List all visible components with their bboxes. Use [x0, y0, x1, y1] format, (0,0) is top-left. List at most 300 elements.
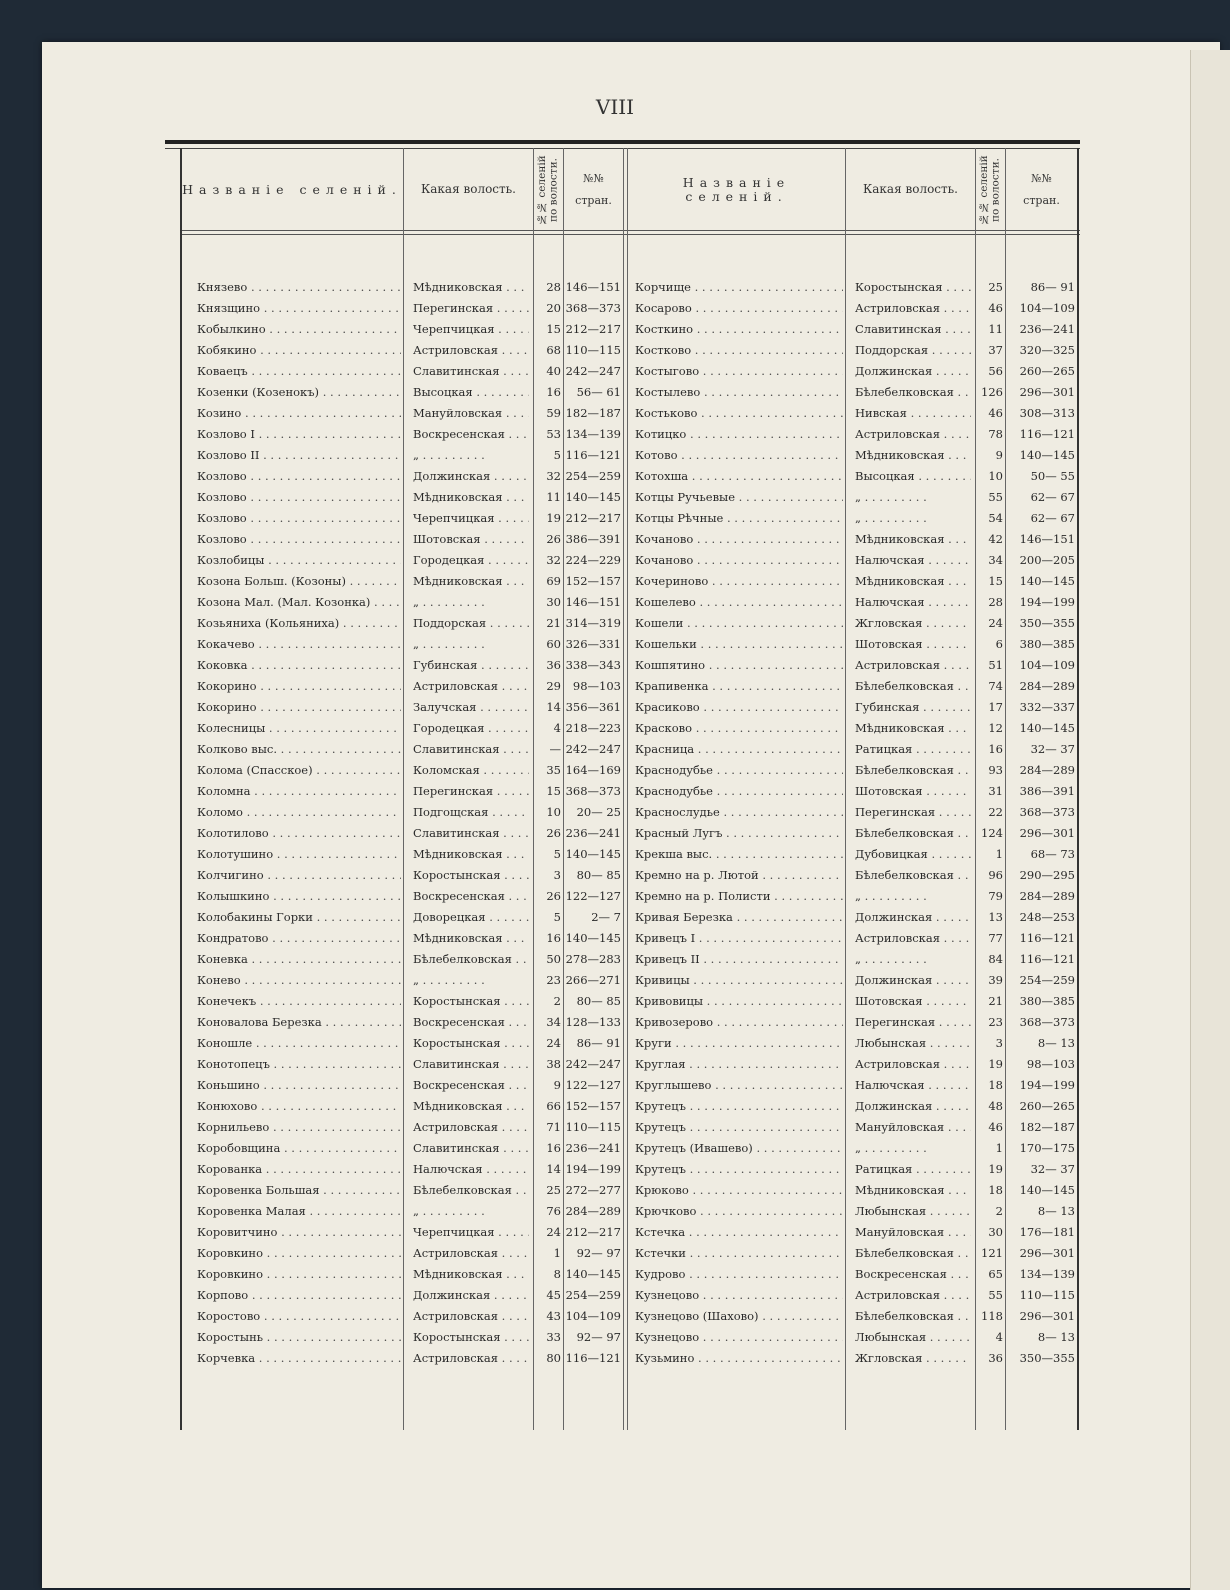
volost-name: Жгловская . . .: [855, 616, 971, 630]
page-range: 146—151: [565, 280, 621, 294]
volost-name: Ратицкая . . .: [855, 742, 971, 756]
page-range: 194—199: [1019, 595, 1075, 609]
table-row: [165, 826, 1080, 847]
page-range: 116—121: [565, 448, 621, 462]
settlement-number: 23: [546, 973, 561, 987]
volost-name: Славитинская . . .: [413, 1057, 529, 1071]
volost-name: Налючская . . .: [855, 553, 971, 567]
settlement-number: 1: [995, 847, 1003, 861]
settlement-name: Князево . . .: [197, 280, 401, 294]
page-range: 224—229: [565, 553, 621, 567]
table-row: [165, 973, 1080, 994]
table-row: [165, 1288, 1080, 1309]
table-row: [165, 889, 1080, 910]
page-range: 278—283: [565, 952, 621, 966]
settlement-number: 35: [546, 763, 561, 777]
volost-name: Любынская . . .: [855, 1036, 971, 1050]
settlement-number: 3: [553, 868, 561, 882]
page-range: 140—145: [565, 931, 621, 945]
table-row: [165, 406, 1080, 427]
page-range: 212—217: [565, 511, 621, 525]
settlement-name: Кстечки . . .: [635, 1246, 843, 1260]
table-row: [165, 1267, 1080, 1288]
table-row: [165, 700, 1080, 721]
settlement-number: 30: [988, 1225, 1003, 1239]
page-range: 380—385: [1019, 637, 1075, 651]
header-rule: [180, 230, 1080, 231]
page-range: 290—295: [1019, 868, 1075, 882]
volost-name: Славитинская . . .: [413, 826, 529, 840]
volost-name: Высоцкая . . .: [855, 469, 971, 483]
settlement-number: 126: [981, 385, 1003, 399]
page-range: 104—109: [565, 1309, 621, 1323]
volost-name: Городецкая . . .: [413, 553, 529, 567]
settlement-name: Красково . . .: [635, 721, 843, 735]
settlement-number: 32: [546, 469, 561, 483]
page-range: 308—313: [1019, 406, 1075, 420]
table-row: [165, 1309, 1080, 1330]
page-range: 284—289: [1019, 763, 1075, 777]
settlement-number: 59: [546, 406, 561, 420]
page-range: 254—259: [565, 469, 621, 483]
page-range: 242—247: [565, 1057, 621, 1071]
page-range: 260—265: [1019, 1099, 1075, 1113]
settlement-number: 56: [988, 364, 1003, 378]
settlement-name: Кузьмино . . .: [635, 1351, 843, 1365]
volost-name: Бѣлебелковская . . .: [855, 1309, 971, 1323]
volost-name: Губинская . . .: [855, 700, 971, 714]
settlement-name: Крюково . . .: [635, 1183, 843, 1197]
volost-name: Любынская . . .: [855, 1204, 971, 1218]
settlement-name: Коновалова Березка . . .: [197, 1015, 401, 1029]
settlement-number: 68: [546, 343, 561, 357]
page-range: 128—133: [565, 1015, 621, 1029]
settlement-name: Кочериново . . .: [635, 574, 843, 588]
settlement-number: 23: [988, 1015, 1003, 1029]
page-range: 140—145: [1019, 448, 1075, 462]
settlement-number: 32: [546, 553, 561, 567]
settlement-number: 9: [553, 1078, 561, 1092]
page-range: 194—199: [1019, 1078, 1075, 1092]
table-row: [165, 1162, 1080, 1183]
page-range: 32— 37: [1030, 742, 1075, 756]
settlement-name: Коневка . . .: [197, 952, 401, 966]
settlement-number: 24: [546, 1036, 561, 1050]
settlement-number: 26: [546, 532, 561, 546]
volost-name: Шотовская . . .: [855, 784, 971, 798]
settlement-name: Князщино . . .: [197, 301, 401, 315]
settlement-number: 78: [988, 427, 1003, 441]
volost-name: Налючская . . .: [413, 1162, 529, 1176]
page-range: 200—205: [1019, 553, 1075, 567]
settlement-name: Коломна . . .: [197, 784, 401, 798]
table-row: [165, 280, 1080, 301]
settlement-number: 124: [981, 826, 1003, 840]
page-range: 260—265: [1019, 364, 1075, 378]
page-range: 110—115: [1019, 1288, 1075, 1302]
volost-name: Коростынская . . .: [413, 994, 529, 1008]
table-row: [165, 1225, 1080, 1246]
settlement-number: 46: [988, 301, 1003, 315]
volost-name: Должинская . . .: [855, 910, 971, 924]
table-row: [165, 658, 1080, 679]
next-page-edge: [1190, 50, 1230, 1590]
settlement-number: 26: [546, 889, 561, 903]
table-row: [165, 805, 1080, 826]
volost-name: Должинская . . .: [855, 364, 971, 378]
settlement-name: Кокорино . . .: [197, 700, 401, 714]
volost-name: Астриловская . . .: [413, 1309, 529, 1323]
settlement-name: Коломо . . .: [197, 805, 401, 819]
settlement-number: 50: [546, 952, 561, 966]
header-num-right: №№ селеній по волости.: [977, 155, 1002, 225]
settlement-index-table: [165, 140, 1080, 1430]
settlement-name: Костылево . . .: [635, 385, 843, 399]
settlement-number: 19: [546, 511, 561, 525]
page-range: 92— 97: [576, 1330, 621, 1344]
page-range: 368—373: [1019, 1015, 1075, 1029]
volost-name: Мануйловская . . .: [855, 1120, 971, 1134]
volost-name: Бѣлебелковская . . .: [855, 1246, 971, 1260]
volost-name: Мѣдниковская . . .: [413, 1267, 529, 1281]
settlement-number: 14: [546, 1162, 561, 1176]
settlement-name: Конотопецъ . . .: [197, 1057, 401, 1071]
volost-name: Перегинская . . .: [413, 301, 529, 315]
volost-name: „ . . .: [855, 952, 971, 966]
settlement-name: Косарово . . .: [635, 301, 843, 315]
volost-name: Бѣлебелковская . . .: [855, 385, 971, 399]
settlement-name: Кондратово . . .: [197, 931, 401, 945]
volost-name: Мѣдниковская . . .: [413, 847, 529, 861]
settlement-number: 5: [553, 910, 561, 924]
table-row: [165, 511, 1080, 532]
page-range: 140—145: [1019, 1183, 1075, 1197]
page-range: 314—319: [565, 616, 621, 630]
page-number: VIII: [595, 95, 635, 119]
volost-name: Мѣдниковская . . .: [855, 721, 971, 735]
header-volost-right: Какая волость.: [862, 182, 958, 197]
settlement-number: 74: [988, 679, 1003, 693]
settlement-name: Котохша . . .: [635, 469, 843, 483]
settlement-number: 2: [995, 1204, 1003, 1218]
volost-name: Коростынская . . .: [413, 1036, 529, 1050]
page-range: 254—259: [1019, 973, 1075, 987]
page-range: 68— 73: [1030, 847, 1075, 861]
settlement-number: 51: [988, 658, 1003, 672]
settlement-number: 54: [988, 511, 1003, 525]
settlement-name: Колобакины Горки . . .: [197, 910, 401, 924]
settlement-number: 39: [988, 973, 1003, 987]
volost-name: Мануйловская . . .: [855, 1225, 971, 1239]
volost-name: Астриловская . . .: [855, 427, 971, 441]
settlement-number: 24: [546, 1225, 561, 1239]
page-range: 110—115: [565, 343, 621, 357]
volost-name: Ратицкая . . .: [855, 1162, 971, 1176]
table-row: [165, 763, 1080, 784]
settlement-name: Козона Больш. (Козоны) . . .: [197, 574, 401, 588]
settlement-name: Колома (Спасское) . . .: [197, 763, 401, 777]
page-range: 104—109: [1019, 658, 1075, 672]
volost-name: Мѣдниковская . . .: [413, 1099, 529, 1113]
settlement-name: Коношле . . .: [197, 1036, 401, 1050]
settlement-number: 36: [988, 1351, 1003, 1365]
table-row: [165, 1351, 1080, 1372]
table-row: [165, 1099, 1080, 1120]
settlement-name: Коровкино . . .: [197, 1267, 401, 1281]
settlement-number: 25: [988, 280, 1003, 294]
settlement-number: 34: [546, 1015, 561, 1029]
volost-name: Налючская . . .: [855, 1078, 971, 1092]
page-range: 140—145: [565, 1267, 621, 1281]
volost-name: Бѣлебелковская . . .: [855, 763, 971, 777]
volost-name: Мѣдниковская . . .: [855, 1183, 971, 1197]
settlement-name: Коровкино . . .: [197, 1246, 401, 1260]
settlement-name: Козлобицы . . .: [197, 553, 401, 567]
page-range: 92— 97: [576, 1246, 621, 1260]
volost-name: Бѣлебелковская . . .: [413, 952, 529, 966]
page-range: 2— 7: [591, 910, 621, 924]
header-rule-2: [180, 234, 1080, 235]
volost-name: „ . . .: [855, 1141, 971, 1155]
page-range: 110—115: [565, 1120, 621, 1134]
page-range: 8— 13: [1037, 1036, 1075, 1050]
header-name-left: Названіе селеній.: [182, 182, 402, 198]
header-pages-label: стран.: [575, 194, 612, 207]
volost-name: Шотовская . . .: [413, 532, 529, 546]
settlement-number: 40: [546, 364, 561, 378]
volost-name: „ . . .: [413, 595, 529, 609]
page-range: 386—391: [565, 532, 621, 546]
settlement-name: Конево . . .: [197, 973, 401, 987]
settlement-name: Кривецъ II . . .: [635, 952, 843, 966]
table-row: [165, 343, 1080, 364]
volost-name: Дубовицкая . . .: [855, 847, 971, 861]
settlement-name: Красница . . .: [635, 742, 843, 756]
table-row: [165, 994, 1080, 1015]
settlement-name: Коровенка Малая . . .: [197, 1204, 401, 1218]
settlement-name: Кремно на р. Полисти . . .: [635, 889, 843, 903]
settlement-number: 77: [988, 931, 1003, 945]
settlement-number: 22: [988, 805, 1003, 819]
table-row: [165, 532, 1080, 553]
table-row: [165, 574, 1080, 595]
settlement-number: 60: [546, 637, 561, 651]
volost-name: Коростынская . . .: [413, 868, 529, 882]
table-row: [165, 637, 1080, 658]
page-range: 296—301: [1019, 826, 1075, 840]
settlement-number: 14: [546, 700, 561, 714]
settlement-number: 18: [988, 1183, 1003, 1197]
settlement-number: 55: [988, 1288, 1003, 1302]
page-range: 242—247: [565, 364, 621, 378]
settlement-number: 6: [995, 637, 1003, 651]
volost-name: „ . . .: [855, 490, 971, 504]
settlement-number: 79: [988, 889, 1003, 903]
settlement-name: Козлово . . .: [197, 490, 401, 504]
settlement-number: 46: [988, 1120, 1003, 1134]
settlement-name: Коваецъ . . .: [197, 364, 401, 378]
settlement-name: Котицко . . .: [635, 427, 843, 441]
settlement-name: Коровитчино . . .: [197, 1225, 401, 1239]
volost-name: Любынская . . .: [855, 1330, 971, 1344]
volost-name: Мануйловская . . .: [413, 406, 529, 420]
settlement-name: Колотилово . . .: [197, 826, 401, 840]
volost-name: „ . . .: [413, 1204, 529, 1218]
volost-name: Астриловская . . .: [855, 1057, 971, 1071]
settlement-name: Коробовщина . . .: [197, 1141, 401, 1155]
page-range: 380—385: [1019, 994, 1075, 1008]
settlement-name: Круги . . .: [635, 1036, 843, 1050]
settlement-name: Колчигино . . .: [197, 868, 401, 882]
settlement-name: Крутецъ . . .: [635, 1099, 843, 1113]
table-row: [165, 448, 1080, 469]
page-range: 134—139: [565, 427, 621, 441]
table-row: [165, 1141, 1080, 1162]
settlement-name: Козлово II . . .: [197, 448, 401, 462]
volost-name: Должинская . . .: [855, 1099, 971, 1113]
settlement-number: 84: [988, 952, 1003, 966]
volost-name: Воскресенская . . .: [855, 1267, 971, 1281]
header-name-right: Названіе селеній.: [682, 175, 791, 204]
settlement-name: Крючково . . .: [635, 1204, 843, 1218]
settlement-number: 76: [546, 1204, 561, 1218]
settlement-number: 15: [988, 574, 1003, 588]
page-range: 146—151: [1019, 532, 1075, 546]
table-row: [165, 847, 1080, 868]
page-range: 296—301: [1019, 1246, 1075, 1260]
header-pages-left: [564, 150, 623, 230]
settlement-number: 31: [988, 784, 1003, 798]
page-range: 86— 91: [1030, 280, 1075, 294]
page-range: 284—289: [1019, 889, 1075, 903]
page-range: 32— 37: [1030, 1162, 1075, 1176]
volost-name: Славитинская . . .: [413, 742, 529, 756]
table-row: [165, 910, 1080, 931]
settlement-name: Корчевка . . .: [197, 1351, 401, 1365]
volost-name: Мѣдниковская . . .: [413, 574, 529, 588]
page-range: 122—127: [565, 1078, 621, 1092]
settlement-number: 45: [546, 1288, 561, 1302]
settlement-number: 1: [995, 1141, 1003, 1155]
volost-name: Бѣлебелковская . . .: [855, 679, 971, 693]
volost-name: Черепчицкая . . .: [413, 322, 529, 336]
page-range: 236—241: [565, 826, 621, 840]
settlement-name: Кривовицы . . .: [635, 994, 843, 1008]
volost-name: Бѣлебелковская . . .: [855, 826, 971, 840]
page-range: 116—121: [1019, 427, 1075, 441]
volost-name: Астриловская . . .: [413, 679, 529, 693]
settlement-name: Козенки (Козенокъ) . . .: [197, 385, 401, 399]
volost-name: Коростынская . . .: [413, 1330, 529, 1344]
volost-name: Воскресенская . . .: [413, 427, 529, 441]
page-range: 284—289: [1019, 679, 1075, 693]
settlement-number: 13: [988, 910, 1003, 924]
page-range: 122—127: [565, 889, 621, 903]
settlement-number: 34: [988, 553, 1003, 567]
settlement-name: Краснодубье . . .: [635, 784, 843, 798]
page-range: 152—157: [565, 574, 621, 588]
settlement-number: 55: [988, 490, 1003, 504]
settlement-number: 16: [546, 1141, 561, 1155]
settlement-number: 2: [553, 994, 561, 1008]
page-range: 248—253: [1019, 910, 1075, 924]
settlement-number: 10: [546, 805, 561, 819]
table-row: [165, 1057, 1080, 1078]
settlement-name: Кошели . . .: [635, 616, 843, 630]
volost-name: Воскресенская . . .: [413, 1078, 529, 1092]
settlement-name: Кобылкино . . .: [197, 322, 401, 336]
volost-name: Должинская . . .: [855, 973, 971, 987]
table-row: [165, 1120, 1080, 1141]
settlement-name: Козлово . . .: [197, 511, 401, 525]
page-range: 182—187: [565, 406, 621, 420]
volost-name: Городецкая . . .: [413, 721, 529, 735]
volost-name: Славитинская . . .: [413, 1141, 529, 1155]
settlement-name: Корпово . . .: [197, 1288, 401, 1302]
volost-name: Воскресенская . . .: [413, 1015, 529, 1029]
settlement-name: Корованка . . .: [197, 1162, 401, 1176]
page-range: 356—361: [565, 700, 621, 714]
settlement-number: 36: [546, 658, 561, 672]
volost-name: Должинская . . .: [413, 469, 529, 483]
page-range: 134—139: [1019, 1267, 1075, 1281]
page-range: 140—145: [1019, 721, 1075, 735]
settlement-number: 29: [546, 679, 561, 693]
page-range: 386—391: [1019, 784, 1075, 798]
settlement-name: Кошельки . . .: [635, 637, 843, 651]
settlement-name: Колотушино . . .: [197, 847, 401, 861]
table-row: [165, 952, 1080, 973]
settlement-name: Корчище . . .: [635, 280, 843, 294]
settlement-number: 16: [546, 931, 561, 945]
settlement-name: Козлово . . .: [197, 469, 401, 483]
page-range: 8— 13: [1037, 1330, 1075, 1344]
settlement-number: 10: [988, 469, 1003, 483]
page-range: 236—241: [1019, 322, 1075, 336]
page-range: 218—223: [565, 721, 621, 735]
settlement-name: Кривозерово . . .: [635, 1015, 843, 1029]
settlement-name: Козино . . .: [197, 406, 401, 420]
volost-name: Астриловская . . .: [855, 931, 971, 945]
table-row: [165, 595, 1080, 616]
table-row: [165, 616, 1080, 637]
settlement-number: 93: [988, 763, 1003, 777]
settlement-name: Краснослудье . . .: [635, 805, 843, 819]
settlement-name: Круглая . . .: [635, 1057, 843, 1071]
settlement-name: Корнильево . . .: [197, 1120, 401, 1134]
settlement-name: Кривецъ I . . .: [635, 931, 843, 945]
settlement-name: Коньшино . . .: [197, 1078, 401, 1092]
page-range: 146—151: [565, 595, 621, 609]
settlement-number: 24: [988, 616, 1003, 630]
settlement-name: Крутецъ (Ивашево) . . .: [635, 1141, 843, 1155]
volost-name: Губинская . . .: [413, 658, 529, 672]
settlement-number: 37: [988, 343, 1003, 357]
page-range: 266—271: [565, 973, 621, 987]
settlement-name: Кузнецово . . .: [635, 1288, 843, 1302]
table-row: [165, 721, 1080, 742]
settlement-number: 21: [546, 616, 561, 630]
settlement-name: Кстечка . . .: [635, 1225, 843, 1239]
header-pages-right: [1006, 150, 1077, 230]
table-row: [165, 427, 1080, 448]
volost-name: Налючская . . .: [855, 595, 971, 609]
volost-name: Жгловская . . .: [855, 1351, 971, 1365]
settlement-name: Костково . . .: [635, 343, 843, 357]
volost-name: Славитинская . . .: [413, 364, 529, 378]
page-range: 338—343: [565, 658, 621, 672]
settlement-name: Крутецъ . . .: [635, 1162, 843, 1176]
